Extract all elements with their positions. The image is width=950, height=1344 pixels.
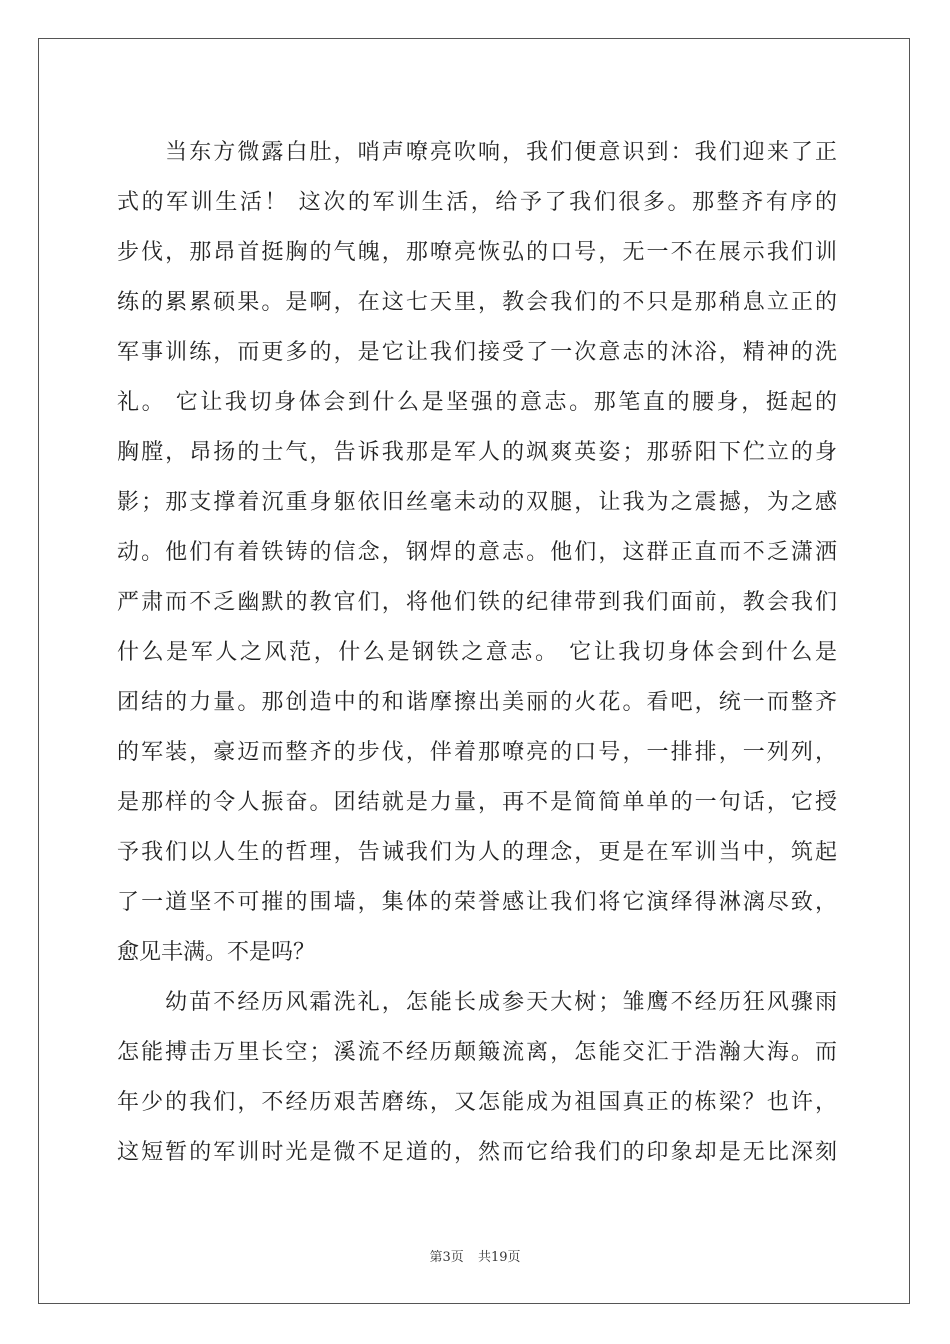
text-line: 团结的力量。那创造中的和谐摩擦出美丽的火花。看吧，统一而整齐 <box>117 690 837 715</box>
text-line: 军事训练，而更多的，是它让我们接受了一次意志的沐浴，精神的洗 <box>117 340 837 365</box>
text-line: 年少的我们，不经历艰苦磨练，又怎能成为祖国真正的栋梁？也许， <box>117 1090 837 1115</box>
page-number: 第3页 <box>429 1250 464 1265</box>
text-line: 影；那支撑着沉重身躯依旧丝毫未动的双腿，让我为之震撼，为之感 <box>117 490 837 515</box>
body-text <box>117 128 837 1178</box>
text-line: 怎能搏击万里长空；溪流不经历颠簸流离，怎能交汇于浩瀚大海。而 <box>117 1040 837 1065</box>
text-line: 严肃而不乏幽默的教官们，将他们铁的纪律带到我们面前，教会我们 <box>117 590 837 615</box>
text-line: 愈见丰满。不是吗？ <box>117 940 316 965</box>
text-line: 步伐，那昂首挺胸的气魄，那嘹亮恢弘的口号，无一不在展示我们训 <box>117 240 837 265</box>
text-line: 胸膛，昂扬的士气，告诉我那是军人的飒爽英姿；那骄阳下伫立的身 <box>117 440 837 465</box>
text-line: 予我们以人生的哲理，告诫我们为人的理念，更是在军训当中，筑起 <box>117 840 837 865</box>
text-line: 动。他们有着铁铸的信念，钢焊的意志。他们，这群正直而不乏潇洒 <box>117 540 837 565</box>
text-line: 式的军训生活！ 这次的军训生活，给予了我们很多。那整齐有序的 <box>117 190 837 215</box>
text-line: 的军装，豪迈而整齐的步伐，伴着那嘹亮的口号，一排排，一列列， <box>117 740 837 765</box>
text-line: 幼苗不经历风霜洗礼，怎能长成参天大树；雏鹰不经历狂风骤雨 <box>117 990 837 1015</box>
text-line: 当东方微露白肚，哨声嘹亮吹响，我们便意识到：我们迎来了正 <box>117 140 837 165</box>
text-line: 练的累累硕果。是啊，在这七天里，教会我们的不只是那稍息立正的 <box>117 290 837 315</box>
text-line: 是那样的令人振奋。团结就是力量，再不是简简单单的一句话，它授 <box>117 790 837 815</box>
text-line: 这短暂的军训时光是微不足道的，然而它给我们的印象却是无比深刻 <box>117 1140 837 1165</box>
text-line: 礼。 它让我切身体会到什么是坚强的意志。那笔直的腰身，挺起的 <box>117 390 837 415</box>
page-total: 共19页 <box>477 1250 521 1265</box>
text-line: 什么是军人之风范，什么是钢铁之意志。 它让我切身体会到什么是 <box>117 640 837 665</box>
text-line: 了一道坚不可摧的围墙，集体的荣誉感让我们将它演绎得淋漓尽致， <box>117 890 837 915</box>
page-footer <box>0 1246 950 1265</box>
